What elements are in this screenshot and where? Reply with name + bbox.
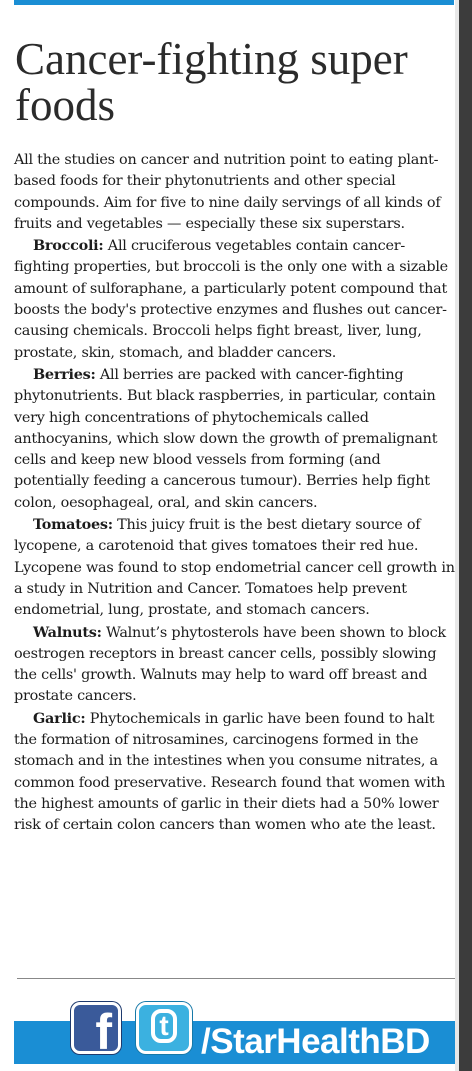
section-tomatoes [14, 514, 456, 621]
footer-divider [17, 978, 455, 979]
section-text: All cruciferous vegetables contain cancer-fighting properties, but broccoli is the only one with a sizable amount of sulforaphane, a particularly potent compound that boosts the body's protective enzymes and flushes out cancer-causing chemicals. Broccoli helps fight breast, liver, lung, prostate, skin, stomach, and bladder cancers. [14, 238, 448, 361]
section-title: Tomatoes: [33, 516, 113, 534]
top-accent-bar [14, 0, 454, 5]
twitter-icon[interactable] [136, 1002, 192, 1054]
section-berries [14, 364, 456, 514]
section-text: Walnut’s phytosterols have been shown to block oestrogen receptors in breast cancer cells, possibly slowing the cells' growth. Walnuts may help to ward off breast and prostate cancers. [14, 624, 446, 705]
section-title: Broccoli: [33, 237, 104, 255]
facebook-glyph: f [95, 1004, 112, 1060]
section-broccoli [14, 235, 456, 364]
section-title: Walnuts: [33, 623, 102, 641]
section-text: Phytochemicals in garlic have been found to halt the formation of nitrosamines, carcinogens formed in the stomach and in the intestines when you consume nitrates, a common food preservative. Research found that women with the highest amounts of garlic in their diets had a 50% lower risk of certain colon cancers than women who ate the least. [14, 710, 446, 834]
section-title: Berries: [33, 365, 96, 383]
social-handle-link[interactable]: /StarHealthBD [201, 1022, 430, 1061]
section-garlic [14, 708, 456, 837]
section-walnuts [14, 622, 456, 708]
article-body [14, 150, 456, 837]
intro-paragraph: All the studies on cancer and nutrition point to eating plant-based foods for their phytonutrients and other special compounds. Aim for five to nine daily servings of all kinds of fruits and vegetables — especially these six superstars. [14, 152, 441, 232]
page-edge-shadow [459, 0, 472, 1071]
section-text: This juicy fruit is the best dietary source of lycopene, a carotenoid that gives tomatoes their red hue. Lycopene was found to stop endometrial cancer cell growth in a study in Nutrition and Cancer. Tomatoes help prevent endometrial, lung, prostate, and stomach cancers. [14, 517, 455, 619]
section-title: Garlic: [33, 709, 86, 727]
article-headline: Cancer-fighting super foods [15, 34, 408, 130]
facebook-icon[interactable] [71, 1002, 121, 1060]
twitter-glyph: t [151, 1009, 177, 1043]
section-text: All berries are packed with cancer-fighting phytonutrients. But black raspberries, in particular, contain very high concentrations of phytochemicals called anthocyanins, which slow down the growth of premalignant cells and keep new blood vessels from forming (and potentially feeding a cancerous tumour). Berries help fight colon, oesophageal, oral, and skin cancers. [14, 366, 438, 511]
